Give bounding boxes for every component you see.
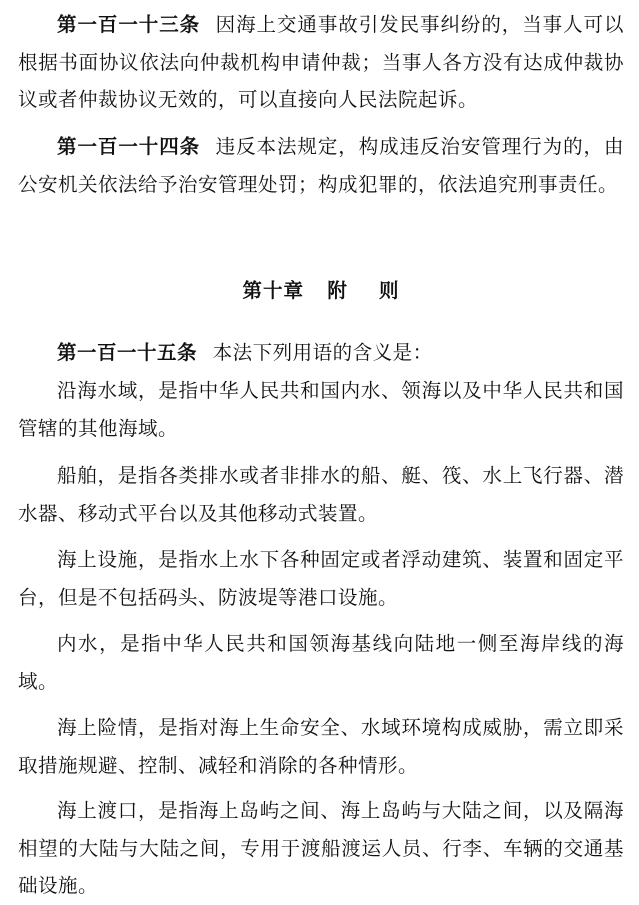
definition-offshore-facility: 海上设施，是指水上水下各种固定或者浮动建筑、装置和固定平台，但是不包括码头、防波堤等港口设施。 (18, 548, 624, 609)
definition-coastal-waters: 沿海水域，是指中华人民共和国内水、领海以及中华人民共和国管辖的其他海域。 (18, 379, 624, 440)
chapter-title-first: 附 (327, 279, 348, 302)
article-114 (18, 128, 624, 203)
chapter-title-second: 则 (379, 279, 400, 302)
definition-vessel: 船舶，是指各类排水或者非排水的船、艇、筏、水上飞行器、潜水器、移动式平台以及其他移动式装置。 (18, 464, 624, 525)
article-text: 因海上交通事故引发民事纠纷的，当事人可以根据书面协议依法向仲裁机构申请仲裁；当事人各方没有达成仲裁协议或者仲裁协议无效的，可以直接向人民法院起诉。 (18, 13, 624, 111)
article-number: 第一百一十三条 (57, 13, 201, 36)
definition-maritime-ferry: 海上渡口，是指海上岛屿之间、海上岛屿与大陆之间，以及隔海相望的大陆与大陆之间，专用于渡船渡运人员、行李、车辆的交通基础设施。 (18, 799, 624, 897)
article-number: 第一百一十五条 (57, 341, 198, 364)
definition-maritime-danger: 海上险情，是指对海上生命安全、水域环境构成威胁，需立即采取措施规避、控制、减轻和消除的各种情形。 (18, 716, 624, 777)
chapter-number: 第十章 (242, 279, 304, 302)
article-113 (18, 6, 624, 119)
chapter-heading (18, 272, 624, 310)
article-text: 本法下列用语的含义是： (212, 341, 433, 364)
article-number: 第一百一十四条 (57, 135, 201, 158)
definition-internal-waters: 内水，是指中华人民共和国领海基线向陆地一侧至海岸线的海域。 (18, 632, 624, 693)
article-115 (18, 334, 624, 372)
article-text: 违反本法规定，构成违反治安管理行为的，由公安机关依法给予治安管理处罚；构成犯罪的，依法追究刑事责任。 (18, 135, 624, 196)
